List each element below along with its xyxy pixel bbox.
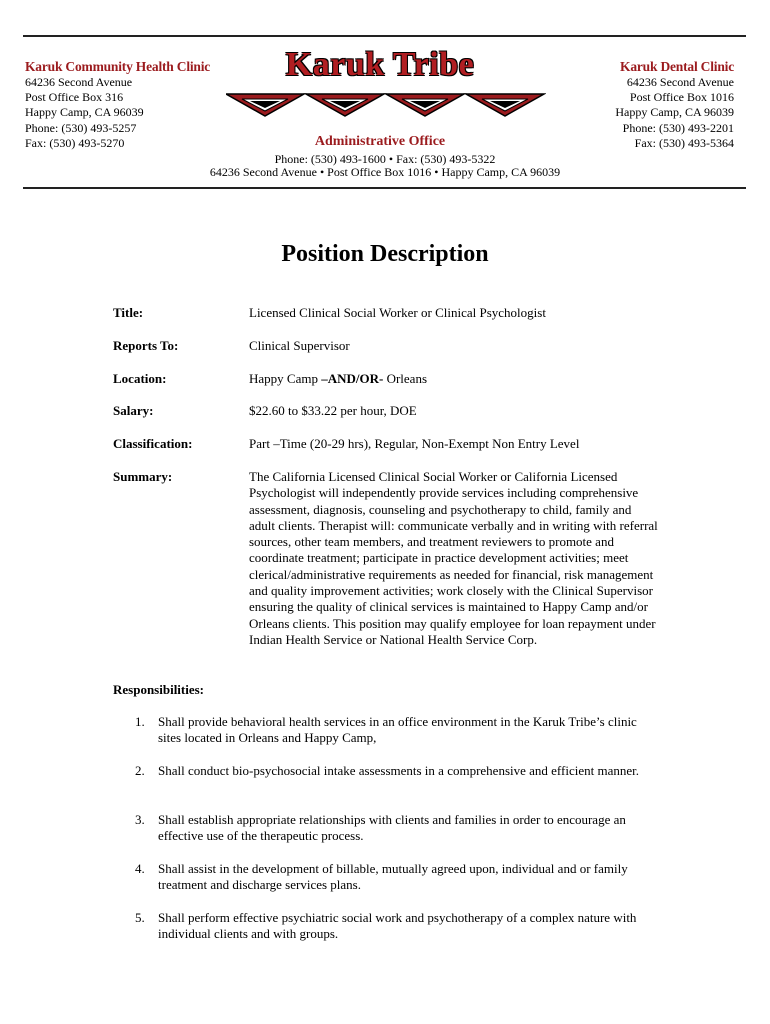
list-number: 2. [135, 763, 145, 778]
responsibilities-heading: Responsibilities: [113, 682, 205, 697]
phone-line: Phone: (530) 493-5257 [25, 120, 137, 135]
list-text: Shall conduct bio-psychosocial intake assessments in a comprehensive and efficient manner. [158, 763, 639, 778]
karuk-tribe-logo-text: Karuk Tribe [285, 46, 475, 83]
header-top-rule [23, 35, 746, 37]
tribal-motif [466, 94, 544, 116]
admin-phone-fax: Phone: (530) 493-1600 • Fax: (530) 493-5322 [274, 152, 496, 166]
summary-paragraph: The California Licensed Clinical Social Worker or California Licensed Psychologist will independently provide services including comprehensive assessment, diagnosis, counseling and psychotherapy to child, family and adult clients. Therapist will: communicate verbally and in writing with referral sources, other team members, and treatment reviewers to promote and coordinate treatment; participate in practice development activities; meet clerical/administrative requirements as needed for financial, risk management and quality improvement activities; work closely with the Clinical Supervisor ensuring the quality of clinical services is maintained to Happy Camp and/or Orleans clients. This position may qualify employee for loan repayment under Indian Health Service or National Health Service Corp. [249, 469, 658, 647]
field-label: Summary: [113, 469, 173, 484]
list-number: 5. [135, 910, 145, 925]
tribal-pattern-logo [226, 88, 546, 118]
list-number: 3. [135, 812, 145, 827]
address-line: 64236 Second Avenue [25, 75, 133, 89]
list-text: Shall perform effective psychiatric social work and psychotherapy of a complex nature with individual clients and with groups. [158, 910, 637, 942]
field-label: Classification: [113, 436, 193, 451]
dental-clinic-address [615, 58, 734, 151]
field-value: Licensed Clinical Social Worker or Clinical Psychologist [249, 305, 546, 320]
address-line: 64236 Second Avenue [626, 75, 734, 89]
community-clinic-name: Karuk Community Health Clinic [25, 59, 211, 74]
field-label: Reports To: [113, 338, 179, 353]
list-number: 4. [135, 861, 145, 876]
field-value: Part –Time (20-29 hrs), Regular, Non-Exempt Non Entry Level [249, 436, 580, 451]
field-label: Salary: [113, 403, 154, 418]
admin-address: 64236 Second Avenue • Post Office Box 1016 • Happy Camp, CA 96039 [209, 165, 561, 179]
tribal-motif [386, 94, 464, 116]
dental-clinic-name: Karuk Dental Clinic [620, 59, 734, 74]
location-connector: –AND/OR- [321, 371, 384, 386]
phone-line: Phone: (530) 493-2201 [622, 120, 734, 135]
address-line: Happy Camp, CA 96039 [25, 105, 144, 120]
community-clinic-address [25, 58, 210, 151]
header-bottom-rule [23, 187, 746, 189]
field-value: Clinical Supervisor [249, 338, 350, 353]
tribal-motif [226, 94, 304, 116]
list-text: Shall establish appropriate relationships with clients and families in order to encourage an effective use of the therapeutic process. [158, 812, 626, 844]
list-text: Shall assist in the development of billable, mutually agreed upon, individual and or family treatment and discharge services plans. [158, 861, 628, 893]
field-value: $22.60 to $33.22 per hour, DOE [249, 403, 417, 418]
fax-line: Fax: (530) 493-5270 [25, 135, 125, 150]
tribal-motif [306, 94, 384, 116]
field-label: Title: [113, 305, 144, 320]
field-label: Location: [113, 371, 167, 386]
administrative-office-title: Administrative Office [314, 134, 446, 149]
field-value [249, 371, 659, 387]
page-title: Position Description [281, 241, 489, 267]
address-line: Post Office Box 316 [25, 90, 124, 105]
list-text: Shall provide behavioral health services in an office environment in the Karuk Tribe’s clinic sites located in Orleans and Happy Camp, [158, 714, 637, 746]
location-secondary: Orleans [383, 371, 428, 386]
address-line: Post Office Box 1016 [629, 90, 734, 105]
address-line: Happy Camp, CA 96039 [615, 105, 734, 120]
location-primary: Happy Camp [249, 371, 322, 386]
fax-line: Fax: (530) 493-5364 [634, 135, 734, 150]
list-number: 1. [135, 714, 145, 729]
